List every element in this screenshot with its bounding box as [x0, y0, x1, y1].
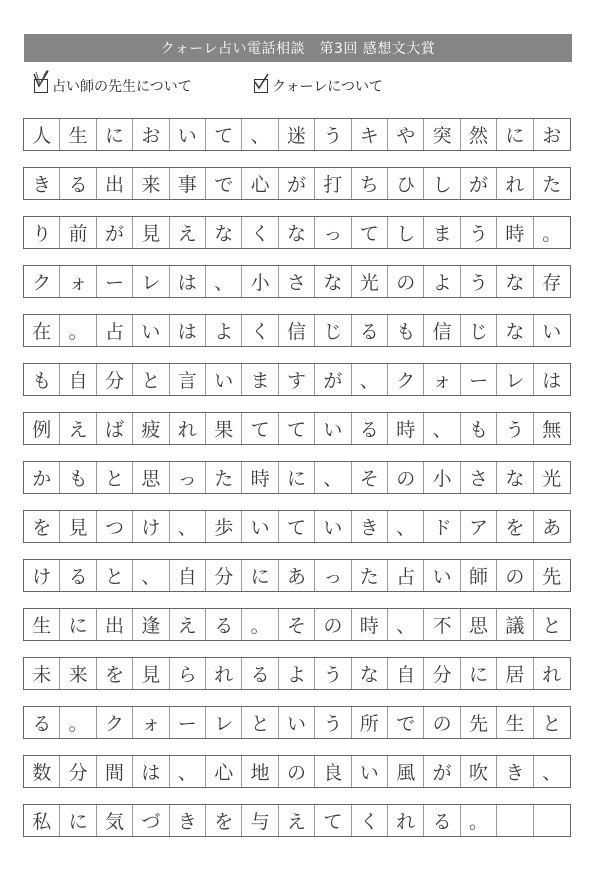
- essay-cell: レ: [133, 266, 169, 297]
- essay-cell: を: [497, 511, 533, 542]
- essay-cell: な: [497, 462, 533, 493]
- essay-cell: 先: [461, 707, 497, 738]
- essay-cell: う: [315, 707, 351, 738]
- essay-cell: 地: [242, 756, 278, 787]
- essay-cell: う: [461, 266, 497, 297]
- essay-cell: ク: [24, 266, 60, 297]
- essay-cell: さ: [461, 462, 497, 493]
- essay-cell: 心: [242, 168, 278, 199]
- essay-cell: で: [206, 168, 242, 199]
- essay-cell: で: [388, 707, 424, 738]
- essay-cell: 分: [424, 658, 460, 689]
- essay-cell: 在: [24, 315, 60, 346]
- essay-cell: な: [279, 217, 315, 248]
- essay-cell: も: [24, 364, 60, 395]
- essay-cell: レ: [206, 707, 242, 738]
- essay-cell: 生: [60, 119, 96, 150]
- essay-cell: 所: [352, 707, 388, 738]
- essay-cell: は: [133, 756, 169, 787]
- essay-cell: 与: [242, 805, 278, 836]
- essay-cell: 見: [60, 511, 96, 542]
- essay-cell: る: [206, 609, 242, 640]
- checkbox-teacher-box[interactable]: [34, 79, 48, 93]
- essay-cell: 思: [133, 462, 169, 493]
- essay-cell: れ: [497, 168, 533, 199]
- essay-cell: い: [242, 511, 278, 542]
- essay-cell: な: [497, 266, 533, 297]
- essay-cell: 時: [352, 609, 388, 640]
- essay-cell: る: [24, 707, 60, 738]
- essay-cell: 、: [388, 511, 424, 542]
- essay-cell: に: [60, 609, 96, 640]
- essay-cell: 疲: [133, 413, 169, 444]
- essay-cell: 時: [497, 217, 533, 248]
- essay-cell: 時: [388, 413, 424, 444]
- essay-cell: の: [279, 756, 315, 787]
- essay-cell: い: [279, 707, 315, 738]
- essay-cell: か: [24, 462, 60, 493]
- essay-cell: 果: [206, 413, 242, 444]
- essay-cell: 良: [315, 756, 351, 787]
- essay-cell: さ: [279, 266, 315, 297]
- essay-cell: ー: [461, 364, 497, 395]
- essay-cell: ア: [461, 511, 497, 542]
- essay-cell: い: [315, 413, 351, 444]
- essay-cell: と: [133, 364, 169, 395]
- header-title: クォーレ占い電話相談 第3回 感想文大賞: [160, 41, 436, 57]
- essay-cell: ド: [424, 511, 460, 542]
- essay-cell: れ: [170, 413, 206, 444]
- essay-cell: 分: [97, 364, 133, 395]
- essay-cell: 、: [424, 413, 460, 444]
- essay-cell: る: [424, 805, 460, 836]
- essay-cell: 言: [170, 364, 206, 395]
- essay-cell: を: [206, 805, 242, 836]
- essay-cell: 時: [242, 462, 278, 493]
- essay-row: [23, 706, 571, 739]
- essay-cell: 見: [133, 658, 169, 689]
- essay-cell: 自: [60, 364, 96, 395]
- essay-cell: す: [279, 364, 315, 395]
- essay-cell: て: [315, 805, 351, 836]
- essay-cell: 風: [388, 756, 424, 787]
- essay-row: [23, 314, 571, 347]
- essay-cell: る: [352, 315, 388, 346]
- essay-cell: 出: [97, 609, 133, 640]
- essay-cell: に: [242, 560, 278, 591]
- essay-cell: く: [352, 805, 388, 836]
- essay-cell: な: [497, 315, 533, 346]
- essay-cell: を: [24, 511, 60, 542]
- essay-cell: 前: [60, 217, 96, 248]
- essay-cell: づ: [133, 805, 169, 836]
- essay-cell: れ: [206, 658, 242, 689]
- essay-cell: い: [315, 511, 351, 542]
- essay-cell: 生: [497, 707, 533, 738]
- checkmark-icon: [32, 70, 50, 92]
- essay-cell: 小: [242, 266, 278, 297]
- essay-cell: い: [424, 560, 460, 591]
- essay-cell: 自: [170, 560, 206, 591]
- essay-cell: が: [279, 168, 315, 199]
- essay-cell: る: [60, 560, 96, 591]
- essay-cell: い: [133, 315, 169, 346]
- essay-cell: 占: [388, 560, 424, 591]
- essay-cell: お: [133, 119, 169, 150]
- essay-cell: が: [424, 756, 460, 787]
- essay-cell: え: [60, 413, 96, 444]
- essay-row: [23, 265, 571, 298]
- essay-cell: き: [352, 511, 388, 542]
- essay-cell: 生: [24, 609, 60, 640]
- essay-cell: 間: [97, 756, 133, 787]
- essay-cell: う: [315, 658, 351, 689]
- essay-cell: 占: [97, 315, 133, 346]
- essay-cell: 数: [24, 756, 60, 787]
- essay-cell: い: [170, 119, 206, 150]
- essay-cell: る: [352, 413, 388, 444]
- essay-cell: れ: [542, 664, 562, 686]
- essay-cell: ォ: [424, 364, 460, 395]
- checkmark-icon: [252, 70, 270, 92]
- essay-cell: て: [206, 119, 242, 150]
- essay-cell: 出: [97, 168, 133, 199]
- essay-cell: う: [315, 119, 351, 150]
- essay-cell: て: [242, 413, 278, 444]
- essay-cell: 光: [352, 266, 388, 297]
- essay-cell: ォ: [133, 707, 169, 738]
- checkbox-cuore[interactable]: [254, 76, 383, 96]
- essay-cell: そ: [352, 462, 388, 493]
- essay-cell: や: [388, 119, 424, 150]
- essay-cell: 信: [424, 315, 460, 346]
- essay-cell: ー: [97, 266, 133, 297]
- checkbox-teacher-label: 占い師の先生について: [52, 79, 192, 95]
- essay-cell: た: [352, 560, 388, 591]
- essay-row: [23, 559, 571, 592]
- essay-cell: し: [424, 168, 460, 199]
- essay-cell: の: [388, 266, 424, 297]
- essay-cell: 然: [461, 119, 497, 150]
- checkbox-cuore-label: クォーレについて: [272, 79, 384, 95]
- essay-cell: け: [24, 560, 60, 591]
- essay-row: [23, 510, 571, 543]
- essay-cell: ま: [242, 364, 278, 395]
- essay-cell: た: [206, 462, 242, 493]
- essay-cell: が: [97, 217, 133, 248]
- essay-cell: を: [97, 658, 133, 689]
- essay-cell: 小: [424, 462, 460, 493]
- essay-cell: 光: [542, 468, 562, 490]
- essay-cell: よ: [279, 658, 315, 689]
- essay-cell: う: [461, 217, 497, 248]
- essay-cell: 分: [60, 756, 96, 787]
- essay-cell: に: [60, 805, 96, 836]
- essay-cell: も: [60, 462, 96, 493]
- essay-cell: に: [461, 658, 497, 689]
- essay-cell: と: [542, 713, 562, 735]
- essay-cell: い: [206, 364, 242, 395]
- essay-cell: の: [424, 707, 460, 738]
- essay-cell: え: [170, 217, 206, 248]
- essay-cell: [497, 805, 533, 836]
- essay-cell: に: [97, 119, 133, 150]
- essay-cell: 逢: [133, 609, 169, 640]
- essay-row: [23, 412, 571, 445]
- header-banner: [24, 34, 572, 62]
- essay-cell: の: [497, 560, 533, 591]
- essay-cell: い: [542, 321, 562, 343]
- essay-row: [23, 608, 571, 641]
- essay-cell: 、: [315, 462, 351, 493]
- essay-cell: も: [461, 413, 497, 444]
- essay-cell: 師: [461, 560, 497, 591]
- essay-cell: 思: [461, 609, 497, 640]
- essay-cell: と: [97, 560, 133, 591]
- essay-cell: 来: [133, 168, 169, 199]
- essay-cell: の: [388, 462, 424, 493]
- essay-cell: な: [315, 266, 351, 297]
- essay-cell: 心: [206, 756, 242, 787]
- essay-cell: 。: [60, 707, 96, 738]
- essay-cell: 分: [206, 560, 242, 591]
- essay-cell: に: [497, 119, 533, 150]
- essay-cell: っ: [315, 560, 351, 591]
- essay-cell: え: [279, 805, 315, 836]
- essay-cell: レ: [497, 364, 533, 395]
- essay-cell: ォ: [60, 266, 96, 297]
- essay-cell: 、: [352, 364, 388, 395]
- essay-cell: き: [497, 756, 533, 787]
- essay-cell: 、: [206, 266, 242, 297]
- essay-cell: ー: [170, 707, 206, 738]
- essay-cell: 、: [388, 609, 424, 640]
- essay-cell: 私: [24, 805, 60, 836]
- essay-cell: [534, 805, 570, 836]
- essay-cell: 人: [24, 119, 60, 150]
- essay-row: [23, 804, 571, 837]
- essay-cell: ら: [170, 658, 206, 689]
- essay-cell: る: [242, 658, 278, 689]
- essay-cell: ひ: [388, 168, 424, 199]
- essay-cell: 信: [279, 315, 315, 346]
- essay-cell: ち: [352, 168, 388, 199]
- essay-cell: れ: [388, 805, 424, 836]
- essay-cell: 。: [542, 223, 562, 245]
- essay-cell: も: [388, 315, 424, 346]
- essay-cell: ク: [97, 707, 133, 738]
- essay-cell: け: [133, 511, 169, 542]
- essay-cell: き: [24, 168, 60, 199]
- essay-cell: よ: [424, 266, 460, 297]
- essay-cell: 、: [542, 762, 562, 784]
- essay-cell: な: [206, 217, 242, 248]
- essay-cell: 事: [170, 168, 206, 199]
- essay-cell: く: [242, 217, 278, 248]
- essay-cell: て: [279, 413, 315, 444]
- essay-cell: 不: [424, 609, 460, 640]
- essay-cell: い: [352, 756, 388, 787]
- essay-cell: 例: [24, 413, 60, 444]
- checkbox-cuore-box[interactable]: [254, 79, 268, 93]
- topic-checkboxes: [34, 76, 574, 98]
- essay-cell: 未: [24, 658, 60, 689]
- essay-row: [23, 461, 571, 494]
- essay-cell: 、: [170, 511, 206, 542]
- essay-cell: 。: [60, 315, 96, 346]
- essay-cell: 無: [542, 419, 562, 441]
- essay-cell: て: [279, 511, 315, 542]
- essay-cell: 自: [388, 658, 424, 689]
- essay-row: [23, 167, 571, 200]
- essay-cell: り: [24, 217, 60, 248]
- essay-cell: じ: [315, 315, 351, 346]
- essay-cell: う: [497, 413, 533, 444]
- essay-cell: 迷: [279, 119, 315, 150]
- essay-cell: 来: [60, 658, 96, 689]
- essay-cell: じ: [461, 315, 497, 346]
- essay-row: [23, 657, 571, 690]
- essay-cell: あ: [542, 517, 562, 539]
- essay-cell: っ: [170, 462, 206, 493]
- essay-cell: っ: [315, 217, 351, 248]
- essay-cell: て: [352, 217, 388, 248]
- essay-cell: と: [542, 615, 562, 637]
- essay-row: [23, 755, 571, 788]
- essay-cell: き: [170, 805, 206, 836]
- essay-cell: に: [279, 462, 315, 493]
- essay-cell: が: [315, 364, 351, 395]
- essay-cell: と: [242, 707, 278, 738]
- essay-cell: 歩: [206, 511, 242, 542]
- essay-manuscript-grid: [23, 118, 571, 853]
- essay-cell: 、: [170, 756, 206, 787]
- essay-cell: ク: [388, 364, 424, 395]
- essay-cell: 見: [133, 217, 169, 248]
- essay-cell: 突: [424, 119, 460, 150]
- essay-cell: は: [542, 370, 562, 392]
- essay-cell: 存: [542, 272, 562, 294]
- essay-cell: る: [60, 168, 96, 199]
- essay-cell: つ: [97, 511, 133, 542]
- essay-cell: そ: [279, 609, 315, 640]
- essay-cell: キ: [352, 119, 388, 150]
- essay-cell: 打: [315, 168, 351, 199]
- essay-cell: 、: [133, 560, 169, 591]
- essay-cell: な: [352, 658, 388, 689]
- essay-cell: の: [315, 609, 351, 640]
- essay-cell: が: [461, 168, 497, 199]
- essay-cell: 議: [497, 609, 533, 640]
- essay-cell: 。: [242, 609, 278, 640]
- essay-cell: 吹: [461, 756, 497, 787]
- essay-cell: 居: [497, 658, 533, 689]
- essay-cell: 。: [461, 805, 497, 836]
- essay-cell: た: [542, 174, 562, 196]
- essay-cell: く: [242, 315, 278, 346]
- checkbox-teacher[interactable]: [34, 76, 192, 96]
- essay-cell: 、: [242, 119, 278, 150]
- essay-cell: え: [170, 609, 206, 640]
- essay-cell: お: [542, 125, 562, 147]
- essay-cell: 気: [97, 805, 133, 836]
- essay-cell: あ: [279, 560, 315, 591]
- essay-cell: ま: [424, 217, 460, 248]
- essay-row: [23, 118, 571, 151]
- essay-cell: し: [388, 217, 424, 248]
- essay-cell: は: [170, 266, 206, 297]
- essay-row: [23, 363, 571, 396]
- essay-cell: 先: [542, 566, 562, 588]
- essay-cell: は: [170, 315, 206, 346]
- essay-cell: と: [97, 462, 133, 493]
- essay-cell: よ: [206, 315, 242, 346]
- essay-cell: ば: [97, 413, 133, 444]
- essay-row: [23, 216, 571, 249]
